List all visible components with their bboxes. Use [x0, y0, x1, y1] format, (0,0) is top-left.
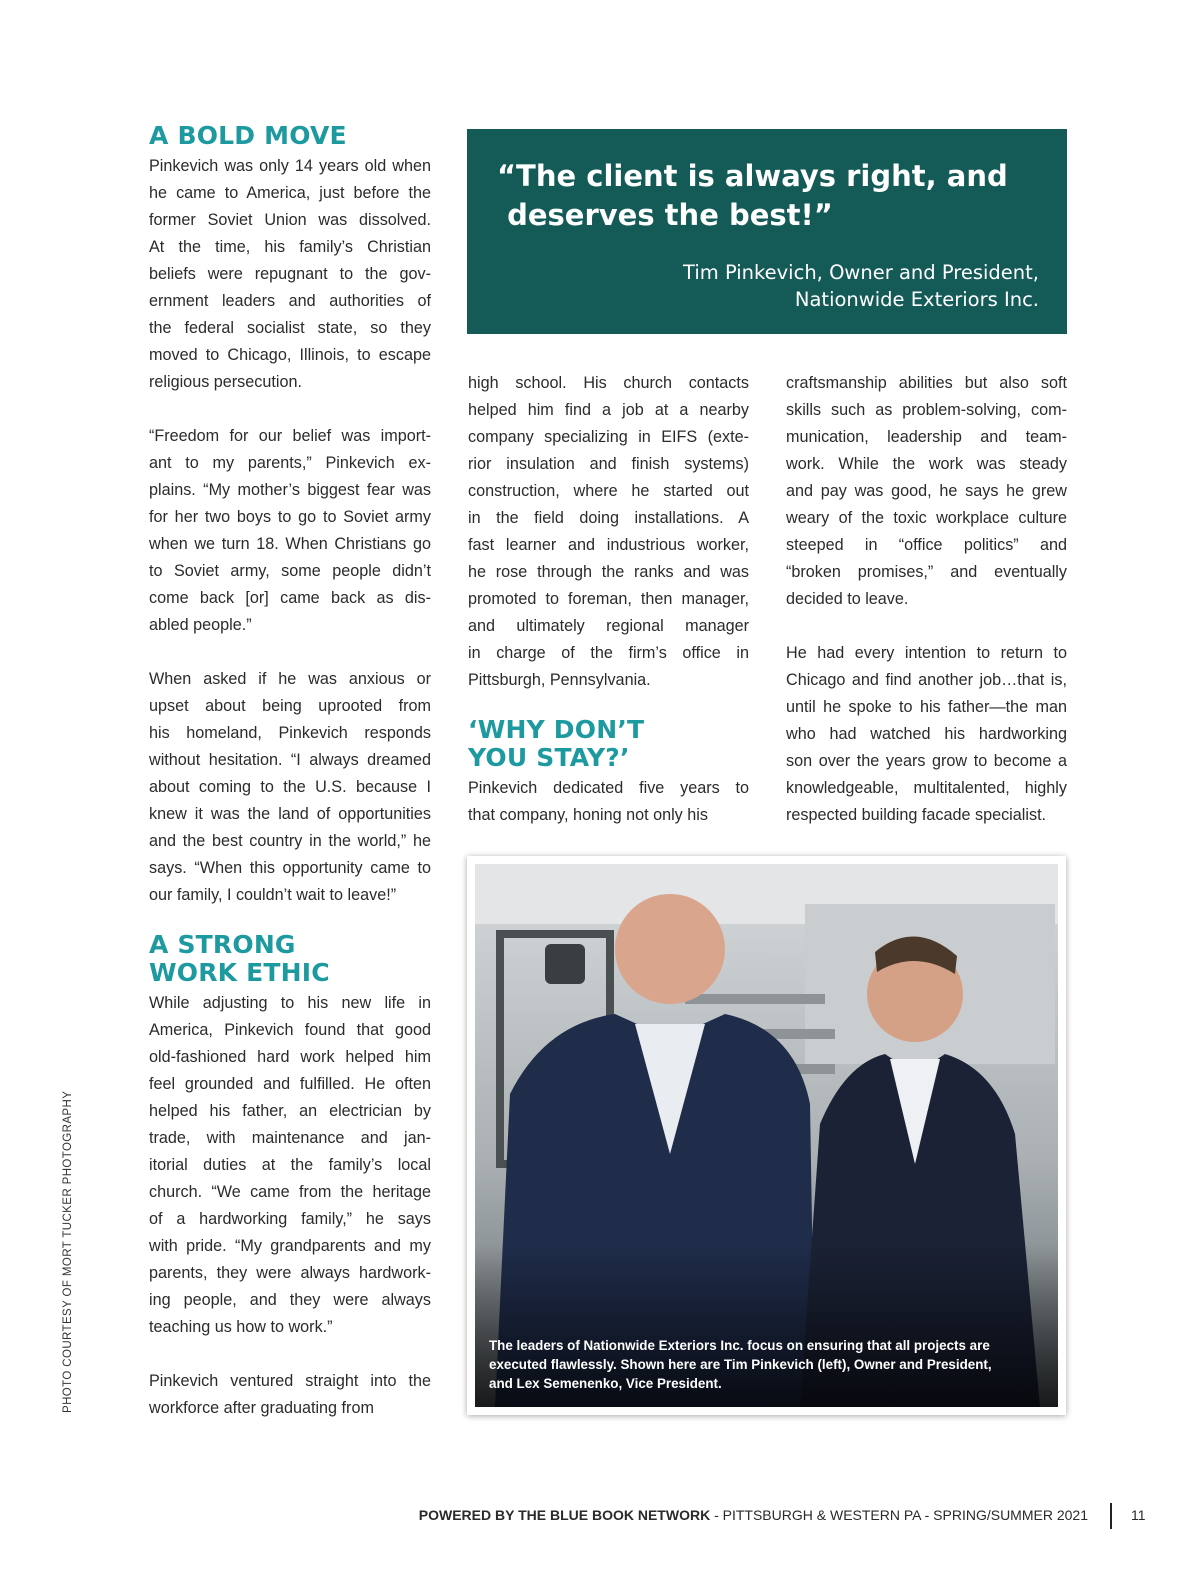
column-3 — [786, 370, 1067, 829]
quote-line: deserves the best!” — [497, 198, 833, 232]
page-number: 11 — [1131, 1507, 1146, 1523]
text-line: company specializing in EIFS (exte- — [468, 428, 749, 446]
text-line: promoted to foreman, then manager, — [468, 590, 749, 608]
paragraph — [149, 666, 431, 909]
text-line: when we turn 18. When Christians go — [149, 535, 431, 553]
text-line: helped his father, an electrician by — [149, 1102, 431, 1120]
text-line: YOU STAY?’ — [468, 743, 630, 772]
text-line: respected building facade specialist. — [786, 806, 1047, 824]
text-line: abled people.” — [149, 616, 252, 634]
text-line: When asked if he was anxious or — [149, 670, 431, 688]
photo-illustration — [475, 864, 1058, 1407]
text-line: trade, with maintenance and jan- — [149, 1129, 431, 1147]
text-line: former Soviet Union was dissolved. — [149, 211, 431, 229]
text-line: teaching us how to work.” — [149, 1318, 333, 1336]
text-line: He had every intention to return to — [786, 644, 1067, 662]
text-line: and Lex Semenenko, Vice President. — [489, 1376, 722, 1391]
paragraph — [149, 153, 431, 396]
text-line: he rose through the ranks and was — [468, 563, 749, 581]
text-line: The leaders of Nationwide Exteriors Inc. focus on ensuring that all projects are — [489, 1338, 990, 1353]
text-line: moved to Chicago, Illinois, to escape — [149, 346, 431, 364]
text-line: Chicago and find another job…that is, — [786, 671, 1067, 689]
footer-issue: - PITTSBURGH & WESTERN PA - SPRING/SUMMER 2021 — [710, 1507, 1088, 1523]
paragraph — [149, 1368, 431, 1422]
text-line: knew it was the land of opportunities — [149, 805, 431, 823]
paragraph — [468, 370, 749, 694]
text-line: A STRONG — [149, 930, 296, 959]
attribution-line: Tim Pinkevich, Owner and President, — [683, 261, 1039, 284]
text-line: construction, where he started out — [468, 482, 749, 500]
text-line: son over the years grow to become a — [786, 752, 1067, 770]
text-line: America, Pinkevich found that good — [149, 1021, 431, 1039]
heading-why-dont-you-stay — [468, 716, 749, 772]
photo-credit: PHOTO COURTESY OF MORT TUCKER PHOTOGRAPHY — [62, 1090, 74, 1413]
text-line: the federal socialist state, so they — [149, 319, 431, 337]
attribution-line: Nationwide Exteriors Inc. — [794, 288, 1039, 311]
text-line: Pittsburgh, Pennsylvania. — [468, 671, 651, 689]
text-line: ernment leaders and authorities of — [149, 292, 431, 310]
text-line: rior insulation and finish systems) — [468, 455, 749, 473]
pull-quote-attribution — [495, 259, 1039, 313]
text-line: for her two boys to go to Soviet army — [149, 508, 431, 526]
text-line: and ultimately regional manager — [468, 617, 749, 635]
text-line: fast learner and industrious worker, — [468, 536, 749, 554]
text-line: weary of the toxic workplace culture — [786, 509, 1067, 527]
text-line: Pinkevich was only 14 years old when — [149, 157, 431, 175]
text-line: While adjusting to his new life in — [149, 994, 431, 1012]
text-line: feel grounded and fulfilled. He often — [149, 1075, 431, 1093]
paragraph — [149, 423, 431, 639]
paragraph — [786, 640, 1067, 829]
text-line: about coming to the U.S. because I — [149, 778, 431, 796]
text-line: itorial duties at the family’s local — [149, 1156, 431, 1174]
text-line: “Freedom for our belief was import- — [149, 427, 431, 445]
text-line: his homeland, Pinkevich responds — [149, 724, 431, 742]
paragraph — [149, 990, 431, 1341]
text-line: plains. “My mother’s biggest fear was — [149, 481, 431, 499]
footer-divider — [1110, 1503, 1112, 1529]
text-line: until he spoke to his father—the man — [786, 698, 1067, 716]
paragraph — [786, 370, 1067, 613]
paragraph — [468, 775, 749, 829]
text-line: Pinkevich ventured straight into the — [149, 1372, 431, 1390]
photo-caption — [489, 1336, 1037, 1393]
text-line: without hesitation. “I always dreamed — [149, 751, 431, 769]
text-line: with pride. “My grandparents and my — [149, 1237, 431, 1255]
photo-frame — [467, 856, 1066, 1415]
text-line: who had watched his hardworking — [786, 725, 1067, 743]
text-line: WORK ETHIC — [149, 958, 330, 987]
text-line: says. “When this opportunity came to — [149, 859, 431, 877]
text-line: in charge of the firm’s office in — [468, 644, 749, 662]
text-line: upset about being uprooted from — [149, 697, 431, 715]
text-line: ing people, and they were always — [149, 1291, 431, 1309]
text-line: helped him find a job at a nearby — [468, 401, 749, 419]
text-line: of a hardworking family,” he says — [149, 1210, 431, 1228]
quote-line: “The client is always right, and — [497, 159, 1008, 193]
text-line: our family, I couldn’t wait to leave!” — [149, 886, 397, 904]
text-line: work. While the work was steady — [786, 455, 1067, 473]
text-line: and the best country in the world,” he — [149, 832, 431, 850]
text-line: steeped in “office politics” and — [786, 536, 1067, 554]
photo-leaders — [475, 864, 1058, 1407]
text-line: skills such as problem-solving, com- — [786, 401, 1067, 419]
text-line: come back [or] came back as dis- — [149, 589, 431, 607]
text-line: to Soviet army, some people didn’t — [149, 562, 431, 580]
text-line: At the time, his family’s Christian — [149, 238, 431, 256]
text-line: beliefs were repugnant to the gov- — [149, 265, 431, 283]
text-line: old-fashioned hard work helped him — [149, 1048, 431, 1066]
text-line: knowledgeable, multitalented, highly — [786, 779, 1067, 797]
text-line: ‘WHY DON’T — [468, 715, 645, 744]
text-line: parents, they were always hardwork- — [149, 1264, 431, 1282]
pull-quote-box — [467, 129, 1067, 334]
column-2 — [468, 370, 749, 829]
text-line: Pinkevich dedicated five years to — [468, 779, 749, 797]
text-line: workforce after graduating from — [149, 1399, 374, 1417]
text-line: munication, leadership and team- — [786, 428, 1067, 446]
text-line: church. “We came from the heritage — [149, 1183, 431, 1201]
text-line: executed flawlessly. Shown here are Tim Pinkevich (left), Owner and President, — [489, 1357, 992, 1372]
footer-brand: POWERED BY THE BLUE BOOK NETWORK — [418, 1507, 711, 1523]
text-line: in the field doing installations. A — [468, 509, 749, 527]
text-line: high school. His church contacts — [468, 374, 749, 392]
pull-quote-text — [497, 157, 1039, 235]
text-line: ant to my parents,” Pinkevich ex- — [149, 454, 431, 472]
text-line: he came to America, just before the — [149, 184, 431, 202]
text-line: that company, honing not only his — [468, 806, 708, 824]
text-line: decided to leave. — [786, 590, 909, 608]
column-1 — [149, 122, 431, 1422]
text-line: “broken promises,” and eventually — [786, 563, 1067, 581]
heading-bold-move: A BOLD MOVE — [149, 121, 347, 150]
heading-strong-work-ethic — [149, 931, 431, 987]
text-line: and pay was good, he says he grew — [786, 482, 1067, 500]
text-line: religious persecution. — [149, 373, 302, 391]
footer — [419, 1507, 1088, 1523]
text-line: craftsmanship abilities but also soft — [786, 374, 1067, 392]
